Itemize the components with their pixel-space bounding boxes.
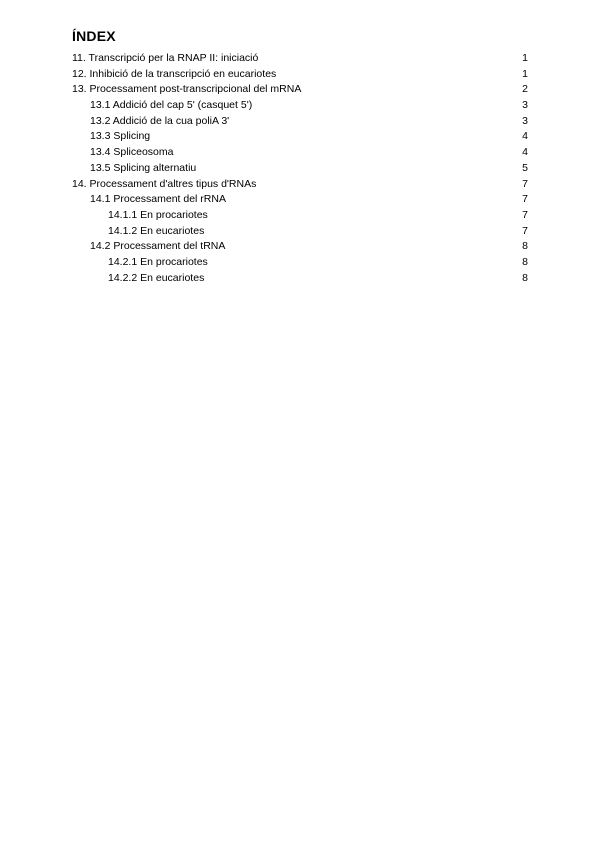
toc-entry-page-number: 3 xyxy=(522,99,528,112)
table-of-contents xyxy=(72,51,528,286)
page-title: ÍNDEX xyxy=(72,28,116,44)
toc-entry-page-number: 4 xyxy=(522,146,528,159)
toc-entry-label: 14.2.1 En procariotes xyxy=(108,255,208,268)
toc-entry-page-number: 4 xyxy=(522,130,528,143)
toc-entry[interactable] xyxy=(72,114,528,130)
toc-entry-page-number: 1 xyxy=(522,67,528,80)
toc-entry-label: 14.1 Processament del rRNA xyxy=(90,193,226,206)
toc-entry-label: 14. Processament d'altres tipus d'RNAs xyxy=(72,177,257,190)
toc-entry-label: 14.1.1 En procariotes xyxy=(108,208,208,221)
toc-entry-page-number: 7 xyxy=(522,224,528,237)
toc-entry[interactable] xyxy=(72,51,528,67)
toc-entry-label: 13.5 Splicing alternatiu xyxy=(90,161,197,174)
toc-entry-page-number: 8 xyxy=(522,271,528,284)
toc-entry-label: 14.2.2 En eucariotes xyxy=(108,271,205,284)
toc-entry-page-number: 5 xyxy=(522,161,528,174)
toc-entry[interactable] xyxy=(72,224,528,240)
toc-entry-label: 14.2 Processament del tRNA xyxy=(90,240,226,253)
toc-entry-page-number: 3 xyxy=(522,114,528,127)
toc-entry-page-number: 1 xyxy=(522,52,528,64)
toc-entry-page-number: 7 xyxy=(522,177,528,190)
toc-entry[interactable] xyxy=(72,192,528,208)
toc-entry[interactable] xyxy=(72,271,528,287)
toc-entry[interactable] xyxy=(72,208,528,224)
toc-entry-label: 13.4 Spliceosoma xyxy=(90,146,174,159)
toc-entry[interactable] xyxy=(72,67,528,83)
toc-entry-label: 13. Processament post-transcripcional del mRNA xyxy=(72,83,302,96)
toc-entry-label: 11. Transcripció per la RNAP II: iniciació xyxy=(72,52,259,64)
toc-entry-label: 12. Inhibició de la transcripció en eucariotes xyxy=(72,67,277,80)
toc-entry[interactable] xyxy=(72,98,528,114)
toc-entry-page-number: 8 xyxy=(522,255,528,268)
toc-entry-label: 13.2 Addició de la cua poliA 3' xyxy=(90,114,230,127)
toc-entry-page-number: 8 xyxy=(522,240,528,253)
toc-entry-label: 14.1.2 En eucariotes xyxy=(108,224,205,237)
toc-entry[interactable] xyxy=(72,161,528,177)
toc-entry-label: 13.1 Addició del cap 5' (casquet 5') xyxy=(90,99,253,112)
toc-entry[interactable] xyxy=(72,255,528,271)
toc-entry[interactable] xyxy=(72,177,528,193)
toc-entry-page-number: 7 xyxy=(522,193,528,206)
toc-entry-page-number: 2 xyxy=(522,83,528,96)
toc-entry[interactable] xyxy=(72,145,528,161)
toc-entry[interactable] xyxy=(72,129,528,145)
toc-entry[interactable] xyxy=(72,82,528,98)
toc-entry[interactable] xyxy=(72,239,528,255)
toc-entry-page-number: 7 xyxy=(522,208,528,221)
toc-entry-label: 13.3 Splicing xyxy=(90,130,151,143)
